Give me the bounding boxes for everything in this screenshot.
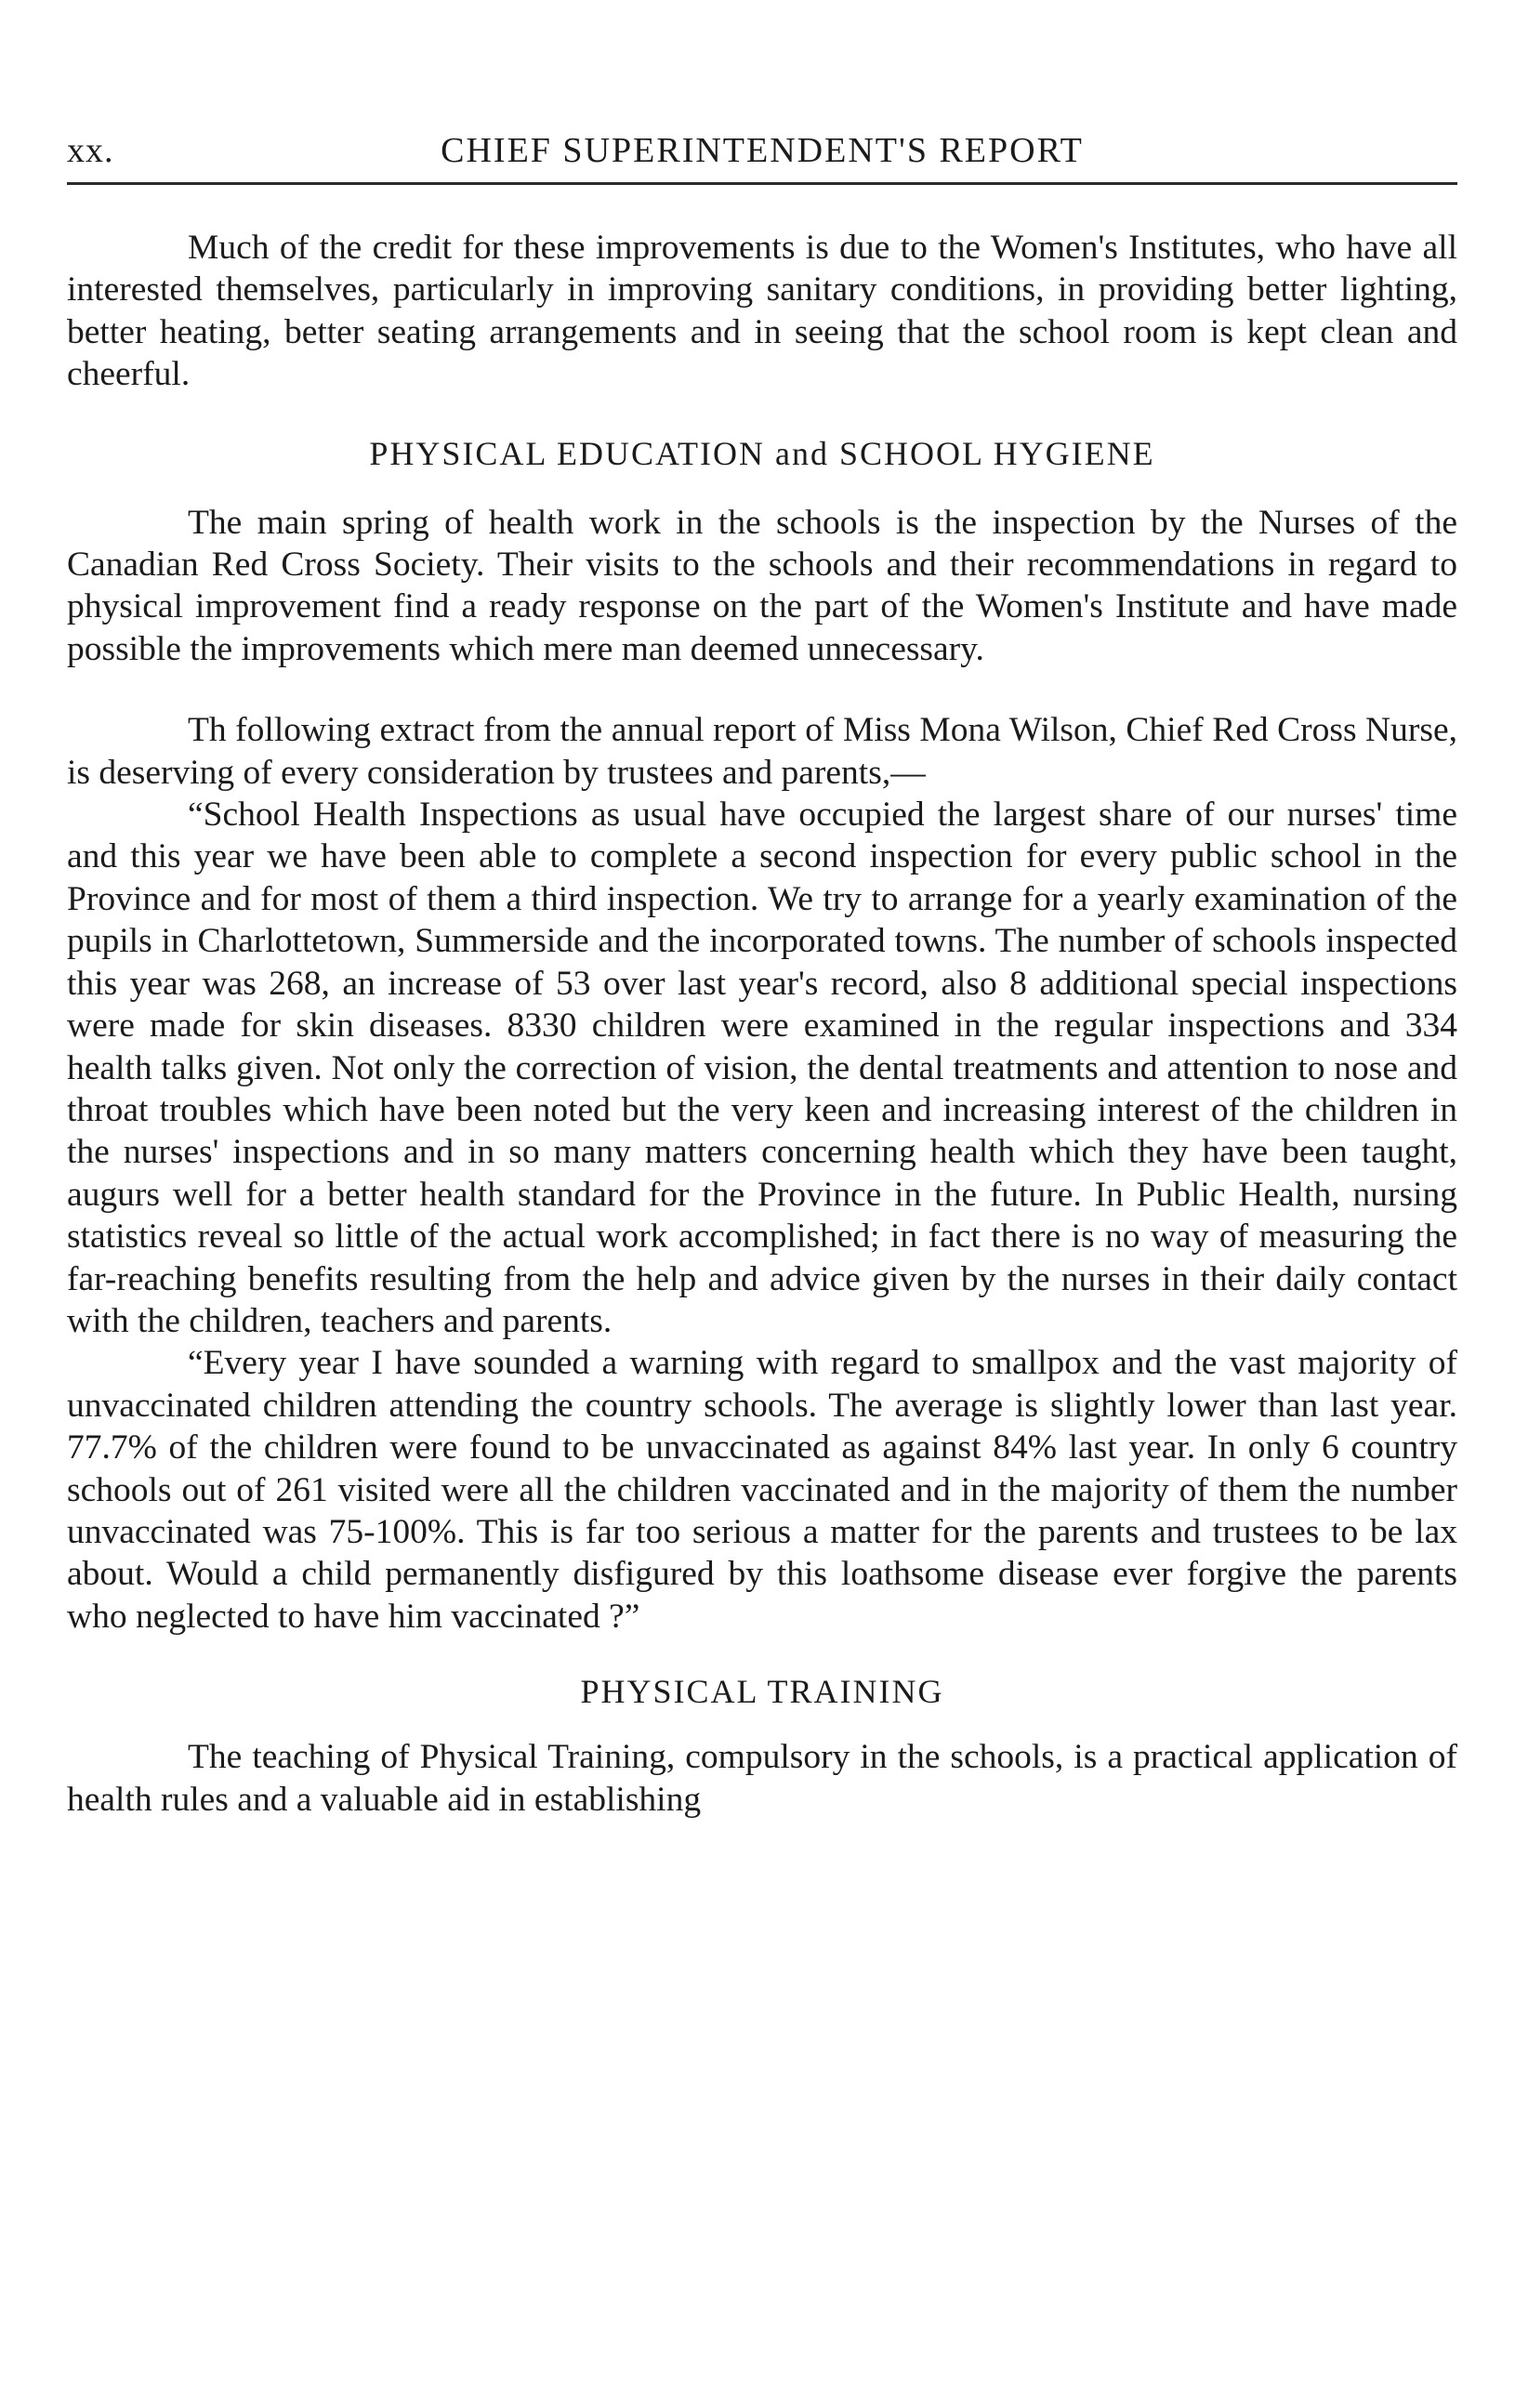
header-rule — [67, 182, 1457, 185]
page-body — [67, 227, 1457, 1821]
page-number: xx. — [67, 131, 114, 170]
quote-smallpox-warning: “Every year I have sounded a warning with regard to smallpox and the vast majority of unvaccinated children attending the country schools. The average is slightly lower than last year. 77.7% of the children were found to be unvaccinated as against 84% last year. In only 6 country schools out of 261 visited were all the children vaccinated and in the majority of them the number unvaccinated was 75-100%. This is far too serious a matter for the parents and trustees to be lax about. Would a child permanently disfigured by this loathsome disease ever forgive the parents who neglected to have him vaccinated ?” — [67, 1344, 1457, 1636]
page-header — [67, 125, 1457, 180]
intro-paragraph: Much of the credit for these improvements is due to the Women's Institutes, who have all interested themselves, particularly in improving sanitary conditions, in providing better lighting, better heating, better seating arrangements and in seeing that the school room is kept clean and cheerful. — [67, 229, 1457, 394]
paragraph-physical-training: The teaching of Physical Training, compulsory in the schools, is a practical application of health rules and a valuable aid in establishing — [67, 1738, 1457, 1819]
paragraph-health-work: The main spring of health work in the schools is the inspection by the Nurses of the Canadian Red Cross Society. Their visits to the schools and their recommendations in regard to physical improvement find a ready response on the part of the Women's Institute and have made possible the improvements which mere man deemed unnecessary. — [67, 503, 1457, 668]
section-heading-physical-education: PHYSICAL EDUCATION and SCHOOL HYGIENE — [369, 434, 1155, 472]
running-title: CHIEF SUPERINTENDENT'S REPORT — [441, 131, 1084, 170]
paragraph-extract-intro: Th following extract from the annual report of Miss Mona Wilson, Chief Red Cross Nurse, is deserving of every consideration by trustees and parents,— — [67, 711, 1457, 792]
section-heading-physical-training: PHYSICAL TRAINING — [580, 1673, 944, 1711]
quote-school-health-inspections: “School Health Inspections as usual have occupied the largest share of our nurses' time and this year we have been able to complete a second inspection for every public school in the Province and for most of them a third inspection. We try to arrange for a yearly examination of the pupils in Charlottetown, Summerside and the incorporated towns. The number of schools inspected this year was 268, an increase of 53 over last year's record, also 8 additional special inspections were made for skin diseases. 8330 children were examined in the regular inspections and 334 health talks given. Not only the correction of vision, the dental treatments and attention to nose and throat troubles which have been noted but the very keen and increasing interest of the children in the nurses' inspections and in so many matters concerning health which they have been taught, augurs well for a better health standard for the Province in the future. In Public Health, nursing statistics reveal so little of the actual work accomplished; in fact there is no way of measuring the far-reaching benefits resulting from the help and advice given by the nurses in their daily contact with the children, teachers and parents. — [67, 796, 1457, 1340]
